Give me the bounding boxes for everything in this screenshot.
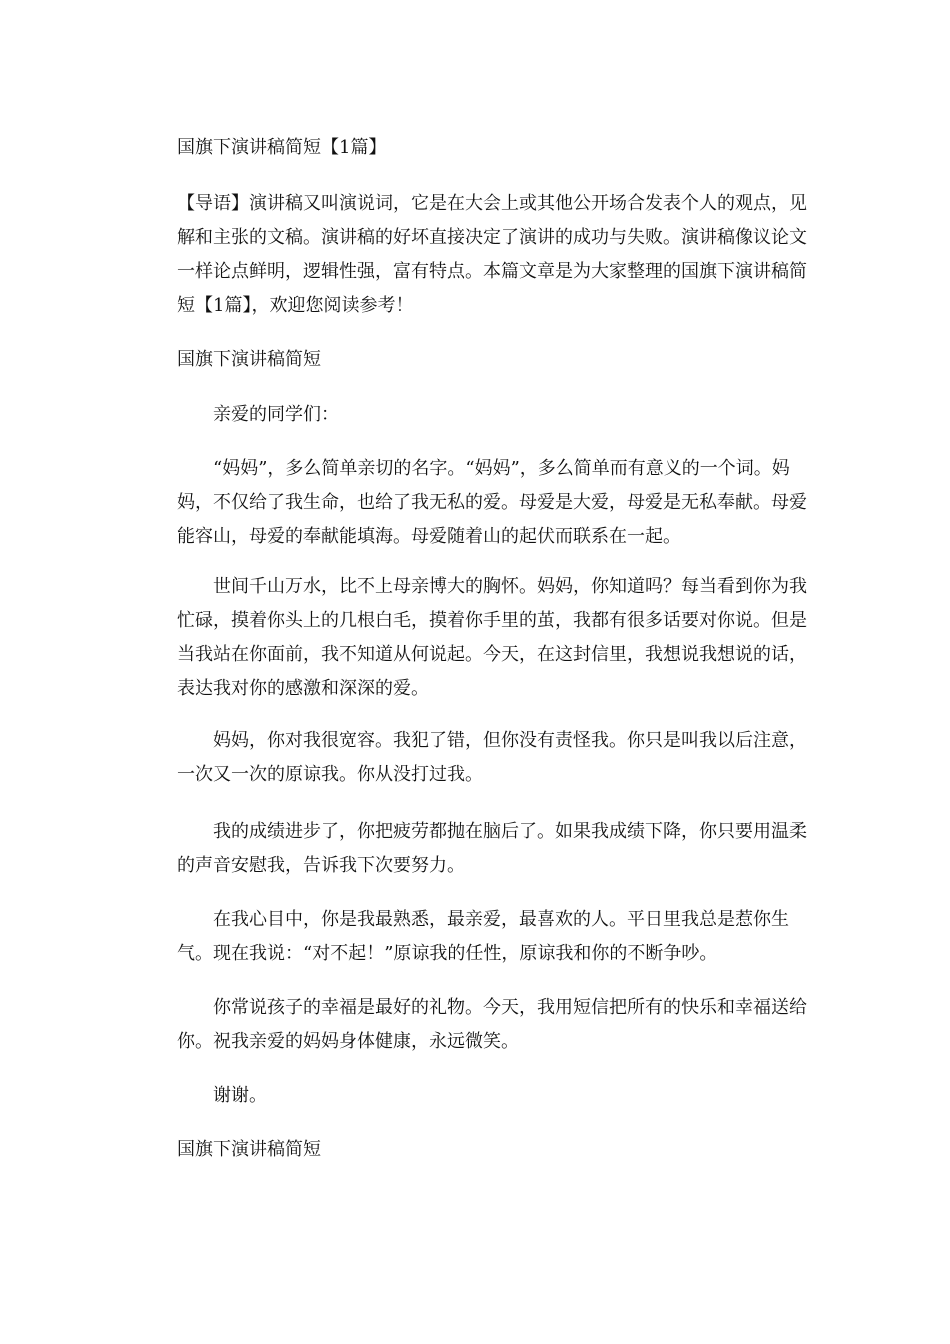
body-paragraph-5: 在我心目中，你是我最熟悉，最亲爱，最喜欢的人。平日里我总是惹你生气。现在我说：“对不起！”原谅我的任性，原谅我和你的不断争吵。 <box>177 909 789 964</box>
section-heading-2: 国旗下演讲稿简短 <box>177 1139 321 1160</box>
salutation: 亲爱的同学们： <box>213 404 339 425</box>
document-title: 国旗下演讲稿简短【1篇】 <box>177 137 387 158</box>
body-paragraph-6: 你常说孩子的幸福是最好的礼物。今天，我用短信把所有的快乐和幸福送给你。祝我亲爱的妈妈身体健康，永远微笑。 <box>177 997 807 1052</box>
closing: 谢谢。 <box>213 1085 267 1106</box>
section-heading: 国旗下演讲稿简短 <box>177 349 321 370</box>
body-paragraph-1: “妈妈”，多么简单亲切的名字。“妈妈”，多么简单而有意义的一个词。妈妈，不仅给了我生命，也给了我无私的爱。母爱是大爱，母爱是无私奉献。母爱能容山，母爱的奉献能填海。母爱随着山的起伏而联系在一起。 <box>177 458 807 547</box>
body-paragraph-4: 我的成绩进步了，你把疲劳都抛在脑后了。如果我成绩下降，你只要用温柔的声音安慰我，告诉我下次要努力。 <box>177 821 807 876</box>
intro-paragraph: 【导语】演讲稿又叫演说词，它是在大会上或其他公开场合发表个人的观点，见解和主张的文稿。演讲稿的好坏直接决定了演讲的成功与失败。演讲稿像议论文一样论点鲜明，逻辑性强，富有特点。本篇文章是为大家整理的国旗下演讲稿简短【1篇】，欢迎您阅读参考！ <box>177 193 807 316</box>
body-paragraph-2: 世间千山万水，比不上母亲博大的胸怀。妈妈，你知道吗？每当看到你为我忙碌，摸着你头上的几根白毛，摸着你手里的茧，我都有很多话要对你说。但是当我站在你面前，我不知道从何说起。今天，在这封信里，我想说我想说的话，表达我对你的感激和深深的爱。 <box>177 576 807 699</box>
body-paragraph-3: 妈妈，你对我很宽容。我犯了错，但你没有责怪我。你只是叫我以后注意，一次又一次的原谅我。你从没打过我。 <box>177 730 807 785</box>
